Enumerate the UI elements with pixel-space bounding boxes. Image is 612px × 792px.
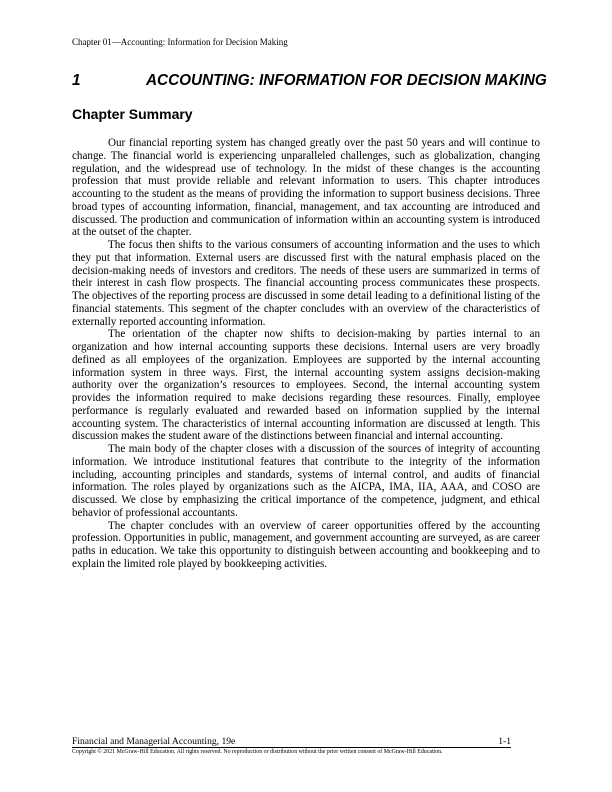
summary-paragraph: Our financial reporting system has changed greatly over the past 50 years and will continue to change. The financial world is experiencing unparalleled challenges, such as globalization, changing regulation, and the widespread use of technology. In the midst of these changes is the accounting profession that must provide reliable and relevant information to users. This chapter introduces accounting to the student as the means of providing the information to support business decisions. Three broad types of accounting information, financial, management, and tax accounting are introduced and discussed. The production and communication of information within an accounting system is introduced at the outset of the chapter.: [72, 137, 540, 239]
summary-paragraph: The orientation of the chapter now shifts to decision-making by parties internal to an organization and how internal accounting supports these decisions. Internal users are very broadly defined as all employees of the organization. Employees are supported by the internal accounting information system in three ways. First, the internal accounting system assigns decision-making authority over the organization’s resources to employees. Second, the internal accounting system provides the information required to make decisions regarding these resources. Finally, employee performance is regularly evaluated and rewarded based on information supplied by the internal accounting system. The characteristics of internal accounting information are discussed at length. This discussion makes the student aware of the distinctions between financial and internal accounting.: [72, 328, 540, 443]
chapter-title: ACCOUNTING: INFORMATION FOR DECISION MAKING: [146, 72, 547, 89]
copyright-notice: Copyright © 2021 McGraw-Hill Education. All rights reserved. No reproduction or distribution without the prior written consent of McGraw-Hill Education.: [72, 749, 443, 755]
summary-paragraph: The chapter concludes with an overview of career opportunities offered by the accounting profession. Opportunities in public, management, and government accounting are surveyed, as are career paths in education. We take this opportunity to distinguish between accounting and bookkeeping and to explain the limited role played by bookkeeping activities.: [72, 519, 540, 570]
summary-paragraph: The main body of the chapter closes with a discussion of the sources of integrity of accounting information. We introduce institutional features that contribute to the integrity of the information including, accounting principles and standards, systems of internal control, and audits of financial information. The roles played by organizations such as the AICPA, IMA, IIA, AAA, and COSO are discussed. We close by emphasizing the critical importance of the competence, judgment, and ethical behavior of professional accountants.: [72, 443, 540, 519]
chapter-number: 1: [72, 72, 81, 89]
running-header: Chapter 01—Accounting: Information for Decision Making: [72, 37, 288, 47]
book-title: Financial and Managerial Accounting, 19e: [72, 736, 236, 747]
summary-paragraph: The focus then shifts to the various consumers of accounting information and the uses to which they put that information. External users are discussed first with the natural emphasis placed on the decision-making needs of investors and creditors. The needs of these users are summarized in terms of their interest in cash flow prospects. The financial accounting process communicates these prospects. The objectives of the reporting process are discussed in some detail leading to a definitional listing of the financial statements. This segment of the chapter concludes with an overview of the characteristics of externally reported accounting information.: [72, 239, 540, 328]
footer-row: [72, 737, 511, 748]
chapter-summary-body: [72, 137, 540, 571]
page-number: 1-1: [498, 736, 511, 747]
section-heading: Chapter Summary: [72, 106, 193, 122]
page-footer: [72, 737, 511, 756]
